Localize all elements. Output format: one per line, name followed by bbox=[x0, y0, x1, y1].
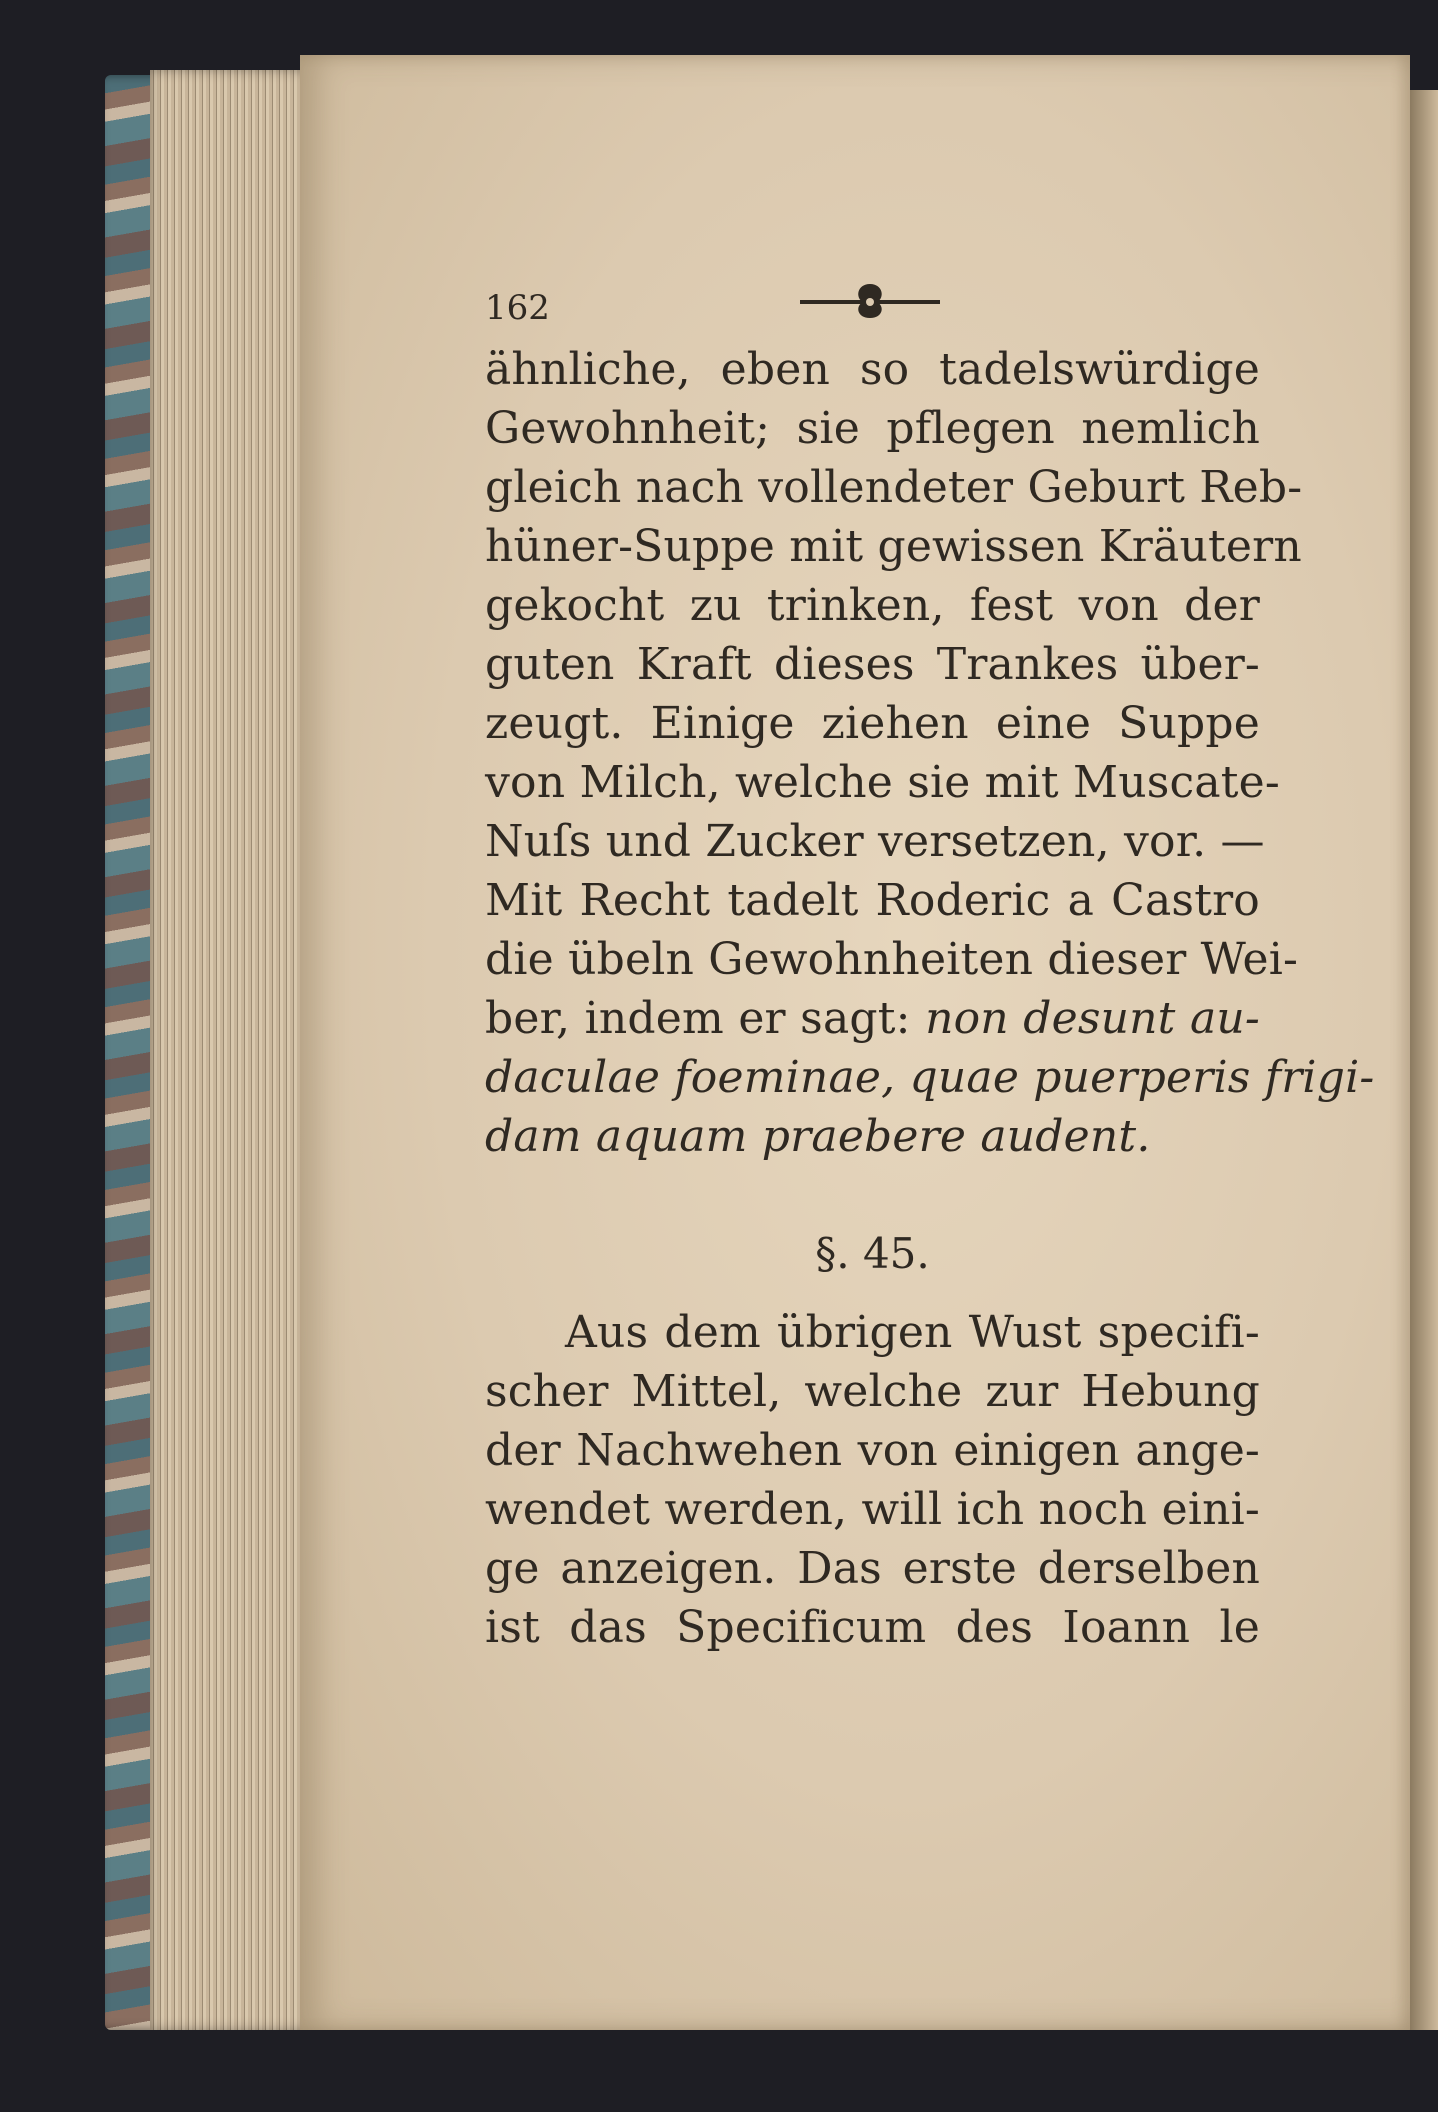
text-line: Nuſs und Zucker versetzen, vor. — bbox=[485, 816, 1265, 867]
text-segment: ber, indem er sagt: bbox=[485, 993, 926, 1044]
text-line: ist das Specificum des Ioann le bbox=[485, 1602, 1260, 1653]
latin-quote: non desunt au- bbox=[925, 993, 1260, 1044]
page-number: 162 bbox=[485, 288, 550, 328]
text-line-mixed bbox=[485, 989, 1260, 1048]
text-line: der Nachwehen von einigen ange- bbox=[485, 1425, 1260, 1476]
latin-quote-line: dam aquam praebere audent. bbox=[485, 1111, 1151, 1162]
section-heading: §. 45. bbox=[815, 1229, 930, 1278]
text-line: Aus dem übrigen Wust specifi- bbox=[565, 1307, 1260, 1358]
text-line: gleich nach vollendeter Geburt Reb- bbox=[485, 462, 1303, 513]
text-line: ge anzeigen. Das erste derselben bbox=[485, 1543, 1260, 1594]
latin-quote-line: daculae foeminae, quae puerperis frigi- bbox=[485, 1052, 1375, 1103]
main-paragraph bbox=[485, 340, 1375, 1166]
text-line: die übeln Gewohnheiten dieser Wei- bbox=[485, 934, 1299, 985]
facing-page-edge bbox=[1410, 90, 1438, 2030]
fleuron-ornament-icon bbox=[795, 280, 945, 320]
page-header bbox=[485, 280, 1260, 340]
text-line: wendet werden, will ich noch eini- bbox=[485, 1484, 1260, 1535]
text-line: Gewohnheit; sie pflegen nemlich bbox=[485, 403, 1260, 454]
text-line: guten Kraft dieses Trankes über- bbox=[485, 639, 1260, 690]
page-text bbox=[485, 280, 1375, 1657]
text-line: zeugt. Einige ziehen eine Suppe bbox=[485, 698, 1260, 749]
text-line: ähnliche, eben so tadelswürdige bbox=[485, 344, 1260, 395]
page-edges bbox=[150, 70, 310, 2030]
text-line: von Milch, welche sie mit Muscate- bbox=[485, 757, 1280, 808]
text-line: Mit Recht tadelt Roderic a Castro bbox=[485, 875, 1260, 926]
section-paragraph bbox=[485, 1303, 1260, 1657]
text-line: hüner-Suppe mit gewissen Kräutern bbox=[485, 521, 1302, 572]
text-line: gekocht zu trinken, fest von der bbox=[485, 580, 1260, 631]
text-line: scher Mittel, welche zur Hebung bbox=[485, 1366, 1260, 1417]
